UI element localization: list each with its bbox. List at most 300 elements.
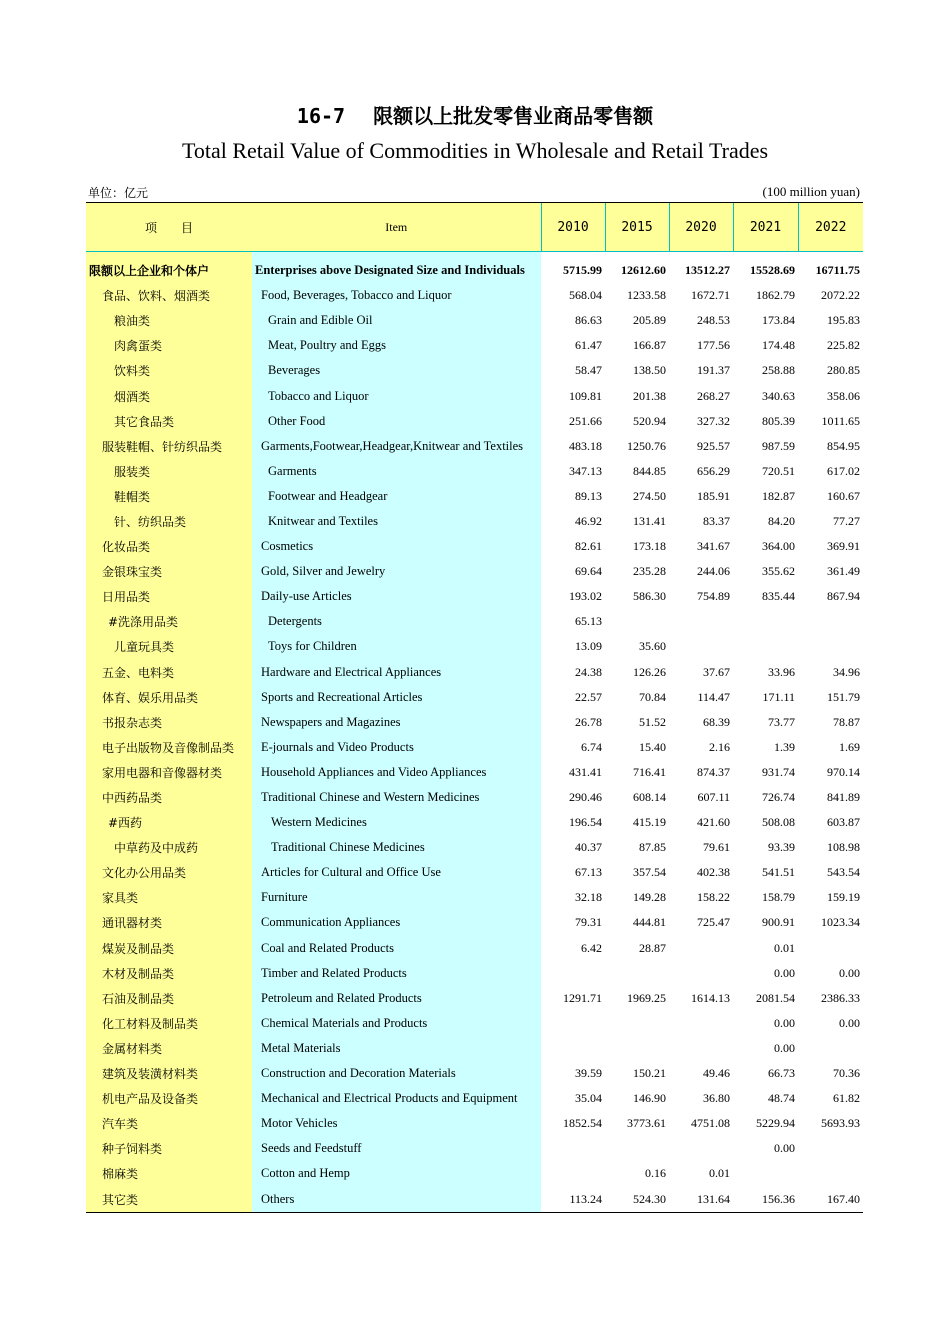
value-cell-2022	[798, 609, 863, 634]
value-cell-2021: 73.77	[768, 714, 795, 729]
item-cn: 电子出版物及音像制品类	[86, 735, 252, 760]
value-cell-2021: 1862.79	[756, 288, 795, 303]
value-cell-2021: 805.39	[762, 413, 795, 428]
item-en: Newspapers and Magazines	[252, 710, 541, 735]
value-cell-2015: 1969.25	[627, 990, 666, 1005]
header-year: 2015	[605, 203, 669, 252]
value-cell-2010	[541, 1161, 605, 1186]
value-cell-2022: 543.54	[827, 865, 860, 880]
table-row	[86, 910, 863, 935]
value-cell-2021	[733, 1161, 798, 1186]
table-row	[86, 785, 863, 810]
value-cell-2015: 524.30	[605, 1186, 669, 1212]
value-cell-2010: 89.13	[575, 488, 602, 503]
value-cell-2015: 357.54	[633, 865, 666, 880]
value-cell-2015: 3773.61	[627, 1116, 666, 1131]
value-cell-2020	[669, 634, 733, 659]
table-row	[86, 434, 863, 459]
value-cell-2010	[541, 1036, 605, 1061]
value-cell-2021: 987.59	[762, 438, 795, 453]
item-cn: 通讯器材类	[86, 910, 252, 935]
value-cell-2021: 173.84	[762, 313, 795, 328]
value-cell-2021: 158.79	[762, 890, 795, 905]
value-cell-2021: 355.62	[762, 564, 795, 579]
value-cell-2021: 2081.54	[756, 990, 795, 1005]
value-cell-2022: 5693.93	[821, 1116, 860, 1131]
value-cell-2022: 2072.22	[821, 288, 860, 303]
table-row	[86, 860, 863, 885]
value-cell-2010: 39.59	[575, 1066, 602, 1081]
value-cell-2015: 201.38	[633, 388, 666, 403]
item-en: Articles for Cultural and Office Use	[252, 860, 541, 885]
value-cell-2020: 402.38	[697, 865, 730, 880]
table-header-row	[86, 203, 863, 252]
item-cn: 棉麻类	[86, 1161, 252, 1186]
header-year: 2010	[541, 203, 605, 252]
value-cell-2010: 67.13	[575, 865, 602, 880]
value-cell-2022: 16711.75	[815, 263, 860, 278]
value-cell-2015: 415.19	[633, 815, 666, 830]
item-en: Construction and Decoration Materials	[252, 1061, 541, 1086]
value-cell-2015: 444.81	[633, 915, 666, 930]
value-cell-2010	[541, 961, 605, 986]
item-en: Petroleum and Related Products	[252, 986, 541, 1011]
item-cn: #洗涤用品类	[86, 609, 252, 634]
value-cell-2021: 15528.69	[750, 263, 795, 278]
value-cell-2020: 874.37	[697, 764, 730, 779]
value-cell-2020: 114.47	[697, 689, 730, 704]
value-cell-2015: 15.40	[639, 739, 666, 754]
value-cell-2010: 5715.99	[563, 263, 602, 278]
table-row	[86, 961, 863, 986]
item-en: Daily-use Articles	[252, 584, 541, 609]
item-en: Beverages	[252, 358, 541, 383]
value-cell-2015: 1250.76	[627, 438, 666, 453]
value-cell-2022: 617.02	[827, 463, 860, 478]
value-cell-2021: 726.74	[762, 790, 795, 805]
value-cell-2020: 754.89	[697, 589, 730, 604]
value-cell-2020: 49.46	[703, 1066, 730, 1081]
value-cell-2010: 347.13	[569, 463, 602, 478]
item-en: Motor Vehicles	[252, 1111, 541, 1136]
item-en: Metal Materials	[252, 1036, 541, 1061]
value-cell-2010: 6.42	[581, 940, 602, 955]
table-row	[86, 459, 863, 484]
value-cell-2021: 720.51	[762, 463, 795, 478]
table-row	[86, 609, 863, 634]
item-en: Sports and Recreational Articles	[252, 685, 541, 710]
table-row	[86, 1161, 863, 1186]
value-cell-2010: 483.18	[569, 438, 602, 453]
value-cell-2021: 258.88	[762, 363, 795, 378]
value-cell-2015: 51.52	[639, 714, 666, 729]
table-row	[86, 710, 863, 735]
item-en: Furniture	[252, 885, 541, 910]
value-cell-2021: 931.74	[762, 764, 795, 779]
item-cn: 肉禽蛋类	[86, 333, 252, 358]
value-cell-2021: 182.87	[762, 488, 795, 503]
value-cell-2021: 33.96	[768, 664, 795, 679]
value-cell-2010: 196.54	[569, 815, 602, 830]
value-cell-2022: 167.40	[798, 1186, 863, 1212]
item-cn: 其它类	[86, 1186, 252, 1212]
value-cell-2020: 248.53	[697, 313, 730, 328]
table-row	[86, 936, 863, 961]
table-row	[86, 1136, 863, 1161]
item-en: Garments	[252, 459, 541, 484]
item-cn: 金银珠宝类	[86, 559, 252, 584]
table-row	[86, 358, 863, 383]
value-cell-2022: 77.27	[833, 513, 860, 528]
value-cell-2010: 26.78	[575, 714, 602, 729]
value-cell-2010: 32.18	[575, 890, 602, 905]
value-cell-2015: 35.60	[639, 639, 666, 654]
value-cell-2022: 280.85	[827, 363, 860, 378]
value-cell-2020: 0.01	[709, 1166, 730, 1181]
value-cell-2015: 716.41	[633, 764, 666, 779]
value-cell-2010	[541, 1136, 605, 1161]
header-item-cn: 项 目	[86, 203, 252, 252]
value-cell-2020	[669, 1036, 733, 1061]
table-row	[86, 685, 863, 710]
value-cell-2021: 5229.94	[756, 1116, 795, 1131]
value-cell-2010: 113.24	[541, 1186, 605, 1212]
total-row	[86, 258, 863, 283]
value-cell-2022: 970.14	[827, 764, 860, 779]
value-cell-2022	[798, 1136, 863, 1161]
item-cn: 机电产品及设备类	[86, 1086, 252, 1111]
table-row	[86, 1011, 863, 1036]
value-cell-2020	[669, 936, 733, 961]
item-en: Others	[252, 1186, 541, 1212]
value-cell-2010: 46.92	[575, 513, 602, 528]
item-en: Cosmetics	[252, 534, 541, 559]
value-cell-2015: 131.41	[633, 513, 666, 528]
value-cell-2010	[541, 1011, 605, 1036]
value-cell-2020: 158.22	[697, 890, 730, 905]
value-cell-2010: 568.04	[569, 288, 602, 303]
table-row	[86, 584, 863, 609]
item-cn: 化妆品类	[86, 534, 252, 559]
value-cell-2010: 65.13	[575, 614, 602, 629]
value-cell-2015	[605, 1036, 669, 1061]
header-item-en: Item	[252, 203, 541, 252]
value-cell-2021: 84.20	[768, 513, 795, 528]
value-cell-2022: 867.94	[827, 589, 860, 604]
value-cell-2015	[605, 609, 669, 634]
value-cell-2010: 109.81	[569, 388, 602, 403]
value-cell-2022	[798, 1036, 863, 1061]
value-cell-2021: 1.39	[774, 739, 795, 754]
value-cell-2015: 205.89	[633, 313, 666, 328]
item-cn: 服装类	[86, 459, 252, 484]
retail-value-table	[86, 202, 863, 1213]
value-cell-2022: 2386.33	[821, 990, 860, 1005]
item-cn: 儿童玩具类	[86, 634, 252, 659]
value-cell-2022: 369.91	[827, 539, 860, 554]
value-cell-2015: 28.87	[639, 940, 666, 955]
value-cell-2020: 341.67	[697, 539, 730, 554]
value-cell-2022: 1.69	[839, 739, 860, 754]
table-row	[86, 735, 863, 760]
value-cell-2021: 0.00	[774, 1015, 795, 1030]
unit-label-cn: 单位：亿元	[88, 186, 149, 200]
value-cell-2022: 603.87	[827, 815, 860, 830]
item-en: Timber and Related Products	[252, 961, 541, 986]
item-en: Seeds and Feedstuff	[252, 1136, 541, 1161]
value-cell-2021: 93.39	[768, 840, 795, 855]
value-cell-2020: 36.80	[703, 1091, 730, 1106]
value-cell-2010: 22.57	[575, 689, 602, 704]
table-row	[86, 835, 863, 860]
value-cell-2020: 79.61	[703, 840, 730, 855]
value-cell-2020	[669, 1011, 733, 1036]
value-cell-2015: 12612.60	[621, 263, 666, 278]
item-cn: 食品、饮料、烟酒类	[86, 283, 252, 308]
item-en: Food, Beverages, Tobacco and Liquor	[252, 283, 541, 308]
value-cell-2020: 421.60	[697, 815, 730, 830]
value-cell-2022: 159.19	[827, 890, 860, 905]
item-en: Communication Appliances	[252, 910, 541, 935]
item-cn: 粮油类	[86, 308, 252, 333]
value-cell-2022: 108.98	[827, 840, 860, 855]
item-en: Footwear and Headgear	[252, 484, 541, 509]
value-cell-2015: 87.85	[639, 840, 666, 855]
table-row	[86, 559, 863, 584]
value-cell-2020: 607.11	[697, 790, 730, 805]
value-cell-2010: 35.04	[575, 1091, 602, 1106]
item-cn: 煤炭及制品类	[86, 936, 252, 961]
item-en: Traditional Chinese Medicines	[252, 835, 541, 860]
item-en: Meat, Poultry and Eggs	[252, 333, 541, 358]
value-cell-2022: 361.49	[827, 564, 860, 579]
item-cn: 烟酒类	[86, 383, 252, 408]
value-cell-2015: 520.94	[633, 413, 666, 428]
value-cell-2020: 177.56	[697, 338, 730, 353]
item-cn: 书报杂志类	[86, 710, 252, 735]
value-cell-2010: 1291.71	[563, 990, 602, 1005]
value-cell-2015: 274.50	[633, 488, 666, 503]
table-row	[86, 760, 863, 785]
value-cell-2015: 126.26	[633, 664, 666, 679]
value-cell-2020: 185.91	[697, 488, 730, 503]
value-cell-2010: 13.09	[575, 639, 602, 654]
value-cell-2021: 48.74	[768, 1091, 795, 1106]
item-cn: 服装鞋帽、针纺织品类	[86, 434, 252, 459]
value-cell-2021: 174.48	[762, 338, 795, 353]
value-cell-2020: 725.47	[697, 915, 730, 930]
value-cell-2021: 171.11	[762, 689, 795, 704]
item-en: E-journals and Video Products	[252, 735, 541, 760]
item-cn: 家具类	[86, 885, 252, 910]
item-en: Detergents	[252, 609, 541, 634]
header-year: 2022	[798, 203, 863, 252]
value-cell-2020: 2.16	[709, 739, 730, 754]
unit-label-en: (100 million yuan)	[762, 184, 860, 199]
item-cn: 中西药品类	[86, 785, 252, 810]
value-cell-2015: 146.90	[633, 1091, 666, 1106]
item-en: Household Appliances and Video Appliances	[252, 760, 541, 785]
table-row	[86, 986, 863, 1011]
value-cell-2020: 327.32	[697, 413, 730, 428]
value-cell-2010: 61.47	[575, 338, 602, 353]
value-cell-2010: 24.38	[575, 664, 602, 679]
item-cn: 化工材料及制品类	[86, 1011, 252, 1036]
value-cell-2022: 0.00	[839, 1015, 860, 1030]
table-row	[86, 308, 863, 333]
value-cell-2010: 6.74	[581, 739, 602, 754]
value-cell-2022: 358.06	[827, 388, 860, 403]
value-cell-2022: 841.89	[827, 790, 860, 805]
value-cell-2010: 193.02	[569, 589, 602, 604]
value-cell-2022: 151.79	[827, 689, 860, 704]
value-cell-2022: 61.82	[833, 1091, 860, 1106]
table-row	[86, 885, 863, 910]
value-cell-2022: 0.00	[839, 965, 860, 980]
header-year: 2021	[733, 203, 798, 252]
item-cn: 种子饲料类	[86, 1136, 252, 1161]
value-cell-2021	[733, 609, 798, 634]
value-cell-2022	[798, 936, 863, 961]
value-cell-2021	[733, 634, 798, 659]
item-cn: 鞋帽类	[86, 484, 252, 509]
value-cell-2020	[669, 1136, 733, 1161]
value-cell-2022: 195.83	[827, 313, 860, 328]
table-row	[86, 1061, 863, 1086]
value-cell-2022: 1011.65	[821, 413, 860, 428]
value-cell-2021: 340.63	[762, 388, 795, 403]
item-cn: 饮料类	[86, 358, 252, 383]
table-row	[86, 634, 863, 659]
item-cn: 家用电器和音像器材类	[86, 760, 252, 785]
value-cell-2015	[605, 1011, 669, 1036]
item-en: Hardware and Electrical Appliances	[252, 660, 541, 685]
table-row	[86, 810, 863, 835]
value-cell-2010: 69.64	[575, 564, 602, 579]
table-row	[86, 283, 863, 308]
value-cell-2021: 66.73	[768, 1066, 795, 1081]
table-row	[86, 1111, 863, 1136]
item-cn: 限额以上企业和个体户	[86, 258, 252, 283]
value-cell-2022: 160.67	[827, 488, 860, 503]
value-cell-2015: 608.14	[633, 790, 666, 805]
value-cell-2020: 191.37	[697, 363, 730, 378]
value-cell-2021: 0.01	[774, 940, 795, 955]
value-cell-2015	[605, 961, 669, 986]
value-cell-2022: 70.36	[833, 1066, 860, 1081]
item-cn: 木材及制品类	[86, 961, 252, 986]
value-cell-2015: 150.21	[633, 1066, 666, 1081]
item-en: Traditional Chinese and Western Medicines	[252, 785, 541, 810]
value-cell-2020: 268.27	[697, 388, 730, 403]
item-cn: 文化办公用品类	[86, 860, 252, 885]
value-cell-2022: 1023.34	[821, 915, 860, 930]
value-cell-2020: 1672.71	[691, 288, 730, 303]
value-cell-2021: 835.44	[762, 589, 795, 604]
value-cell-2022: 34.96	[833, 664, 860, 679]
value-cell-2021: 541.51	[762, 865, 795, 880]
value-cell-2021: 156.36	[733, 1186, 798, 1212]
page-title-en: Total Retail Value of Commodities in Wholesale and Retail Trades	[181, 138, 769, 163]
value-cell-2015: 586.30	[633, 589, 666, 604]
value-cell-2015: 166.87	[633, 338, 666, 353]
item-cn: 金属材料类	[86, 1036, 252, 1061]
value-cell-2015: 1233.58	[627, 288, 666, 303]
value-cell-2015: 235.28	[633, 564, 666, 579]
value-cell-2010: 251.66	[569, 413, 602, 428]
value-cell-2015: 844.85	[633, 463, 666, 478]
item-cn: 中草药及中成药	[86, 835, 252, 860]
table-row	[86, 1036, 863, 1061]
value-cell-2015: 173.18	[633, 539, 666, 554]
table-row	[86, 484, 863, 509]
item-en: Other Food	[252, 409, 541, 434]
value-cell-2021: 508.08	[762, 815, 795, 830]
value-cell-2010: 290.46	[569, 790, 602, 805]
value-cell-2015	[605, 1136, 669, 1161]
value-cell-2020: 13512.27	[685, 263, 730, 278]
value-cell-2010: 40.37	[575, 840, 602, 855]
item-en: Cotton and Hemp	[252, 1161, 541, 1186]
value-cell-2020	[669, 961, 733, 986]
value-cell-2022: 225.82	[827, 338, 860, 353]
value-cell-2020: 925.57	[697, 438, 730, 453]
value-cell-2010: 82.61	[575, 539, 602, 554]
value-cell-2021: 900.91	[762, 915, 795, 930]
item-cn: #西药	[86, 810, 252, 835]
value-cell-2021: 0.00	[774, 1141, 795, 1156]
item-en: Knitwear and Textiles	[252, 509, 541, 534]
value-cell-2010: 1852.54	[563, 1116, 602, 1131]
value-cell-2020: 656.29	[697, 463, 730, 478]
value-cell-2010: 431.41	[569, 764, 602, 779]
item-en: Western Medicines	[252, 810, 541, 835]
value-cell-2021: 0.00	[774, 965, 795, 980]
value-cell-2010: 79.31	[575, 915, 602, 930]
value-cell-2010: 58.47	[575, 363, 602, 378]
value-cell-2020: 244.06	[697, 564, 730, 579]
value-cell-2015: 0.16	[645, 1166, 666, 1181]
item-en: Tobacco and Liquor	[252, 383, 541, 408]
table-row	[86, 534, 863, 559]
item-cn: 建筑及装潢材料类	[86, 1061, 252, 1086]
value-cell-2020	[669, 609, 733, 634]
item-en: Coal and Related Products	[252, 936, 541, 961]
item-en: Grain and Edible Oil	[252, 308, 541, 333]
table-row	[86, 660, 863, 685]
table-row	[86, 383, 863, 408]
table-number: 16-7	[296, 104, 346, 128]
value-cell-2020: 4751.08	[691, 1116, 730, 1131]
value-cell-2015: 138.50	[633, 363, 666, 378]
value-cell-2022	[798, 634, 863, 659]
item-cn: 针、纺织品类	[86, 509, 252, 534]
item-cn: 日用品类	[86, 584, 252, 609]
item-en: Gold, Silver and Jewelry	[252, 559, 541, 584]
header-year: 2020	[669, 203, 733, 252]
table-row	[86, 409, 863, 434]
item-en: Garments,Footwear,Headgear,Knitwear and Textiles	[252, 434, 541, 459]
value-cell-2022	[798, 1161, 863, 1186]
item-cn: 体育、娱乐用品类	[86, 685, 252, 710]
item-cn: 五金、电料类	[86, 660, 252, 685]
page-title-cn	[0, 100, 950, 129]
value-cell-2020: 1614.13	[691, 990, 730, 1005]
value-cell-2020: 37.67	[703, 664, 730, 679]
table-row	[86, 509, 863, 534]
table-row	[86, 1086, 863, 1111]
value-cell-2020: 68.39	[703, 714, 730, 729]
